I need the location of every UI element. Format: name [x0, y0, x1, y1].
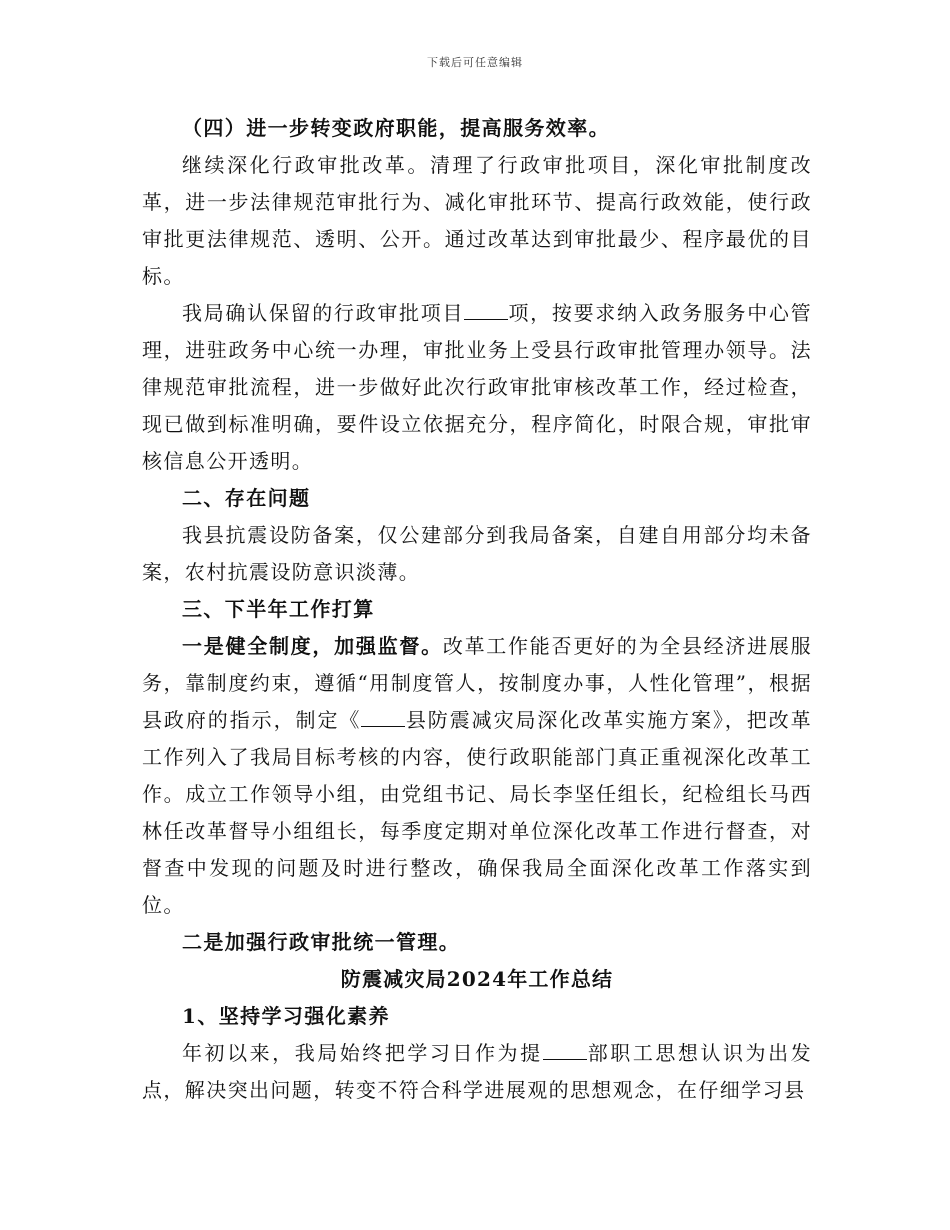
paragraph-system: [142, 628, 812, 924]
paragraph-text: 改革工作能否更好的为全县经济进展服务，靠制度约束，遵循“用制度管人，按制度办事，人性化管理”，根据县政府的指示，制定《: [142, 634, 812, 732]
paragraph-text: 我局确认保留的行政审批项目: [182, 301, 465, 325]
paragraph-admin-approval: 二是加强行政审批统一管理。: [182, 930, 461, 954]
blank-underline: [361, 708, 405, 727]
blank-underline: [543, 1041, 587, 1060]
section-heading-4: （四）进一步转变政府职能，提高服务效率。: [182, 116, 610, 140]
paragraph-study: [142, 1035, 812, 1109]
paragraph-reform: 继续深化行政审批改革。清理了行政审批项目，深化审批制度改革，进一步法律规范审批行为、减化审批环节、提高行政效能，使行政审批更法律规范、透明、公开。通过改革达到审批最少、程序最优的目标。: [142, 153, 812, 288]
paragraph-text: 年初以来，我局始终把学习日作为提: [182, 1041, 543, 1065]
paragraph-approval-items: [142, 295, 812, 480]
section-heading-plans: 三、下半年工作打算: [182, 597, 375, 621]
paragraph-text: 县防震减灾局深化改革实施方案》，把改革工作列入了我局目标考核的内容，使行政职能部门真正重视深化改革工作。成立工作领导小组，由党组书记、局长李坚任组长，纪检组长马西林任改革督导小组组长，每季度定期对单位深化改革工作进行督查，对督查中发现的问题及时进行整改，确保我局全面深化改革工作落实到位。: [142, 708, 812, 917]
blank-underline: [464, 301, 508, 320]
document-body: [142, 110, 812, 1109]
section-heading-problems: 二、存在问题: [182, 486, 311, 510]
document-title: 防震减灾局2024年工作总结: [340, 967, 614, 991]
section-heading-study: 1、坚持学习强化素养: [182, 1004, 390, 1028]
paragraph-lead: 一是健全制度，加强监督。: [182, 634, 443, 658]
paragraph-text: 项，按要求纳入政务服务中心管理，进驻政务中心统一办理，审批业务上受县行政审批管理办领导。法律规范审批流程，进一步做好此次行政审批审核改革工作，经过检查，现已做到标准明确，要件设立依据充分，程序简化，时限合规，审批审核信息公开透明。: [142, 301, 813, 473]
page-header: 下载后可任意编辑: [427, 56, 523, 69]
paragraph-problems: 我县抗震设防备案，仅公建部分到我局备案，自建自用部分均未备案，农村抗震设防意识淡薄。: [142, 523, 812, 584]
paragraph-text: 部职工思想认识为出发点，解决突出问题，转变不符合科学进展观的思想观念，在仔细学习县: [142, 1041, 813, 1102]
